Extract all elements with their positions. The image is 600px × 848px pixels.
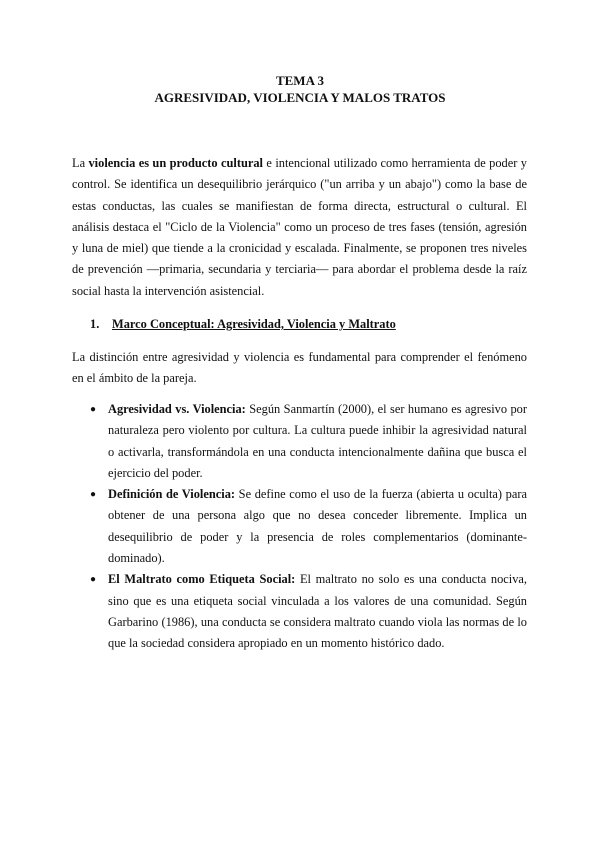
- list-item: [72, 484, 527, 569]
- section-number: 1.: [90, 317, 100, 331]
- bullet-icon: ●: [90, 404, 97, 415]
- topic-number: TEMA 3: [275, 73, 325, 88]
- intro-rest: e intencional utilizado como herramienta de poder y control. Se identifica un desequilibrio jerárquico ("un arriba y un abajo") como la base de estas conductas, las cuales se manifiestan de forma directa, estructural o cultural. El análisis destaca el "Ciclo de la Violencia" como un proceso de tres fases (tensión, agresión y luna de miel) que tiende a la cronicidad y escalada. Finalmente, se proponen tres niveles de prevención —primaria, secundaria y terciaria— para abordar el problema desde la raíz social hasta la intervención asistencial.: [72, 156, 527, 298]
- section-heading: [90, 315, 396, 333]
- bullet-text: Se define como el uso de la fuerza (abierta u oculta) para obtener de una persona algo que no desea conceder libremente. Implica un desequilibrio de poder y la presencia de roles complementarios (dominante-dominado).: [108, 487, 527, 566]
- bullet-text: El maltrato no solo es una conducta nociva, sino que es una etiqueta social vinculada a los valores de una comunidad. Según Garbarino (1986), una conducta se considera maltrato cuando viola las normas de lo que la sociedad considera apropiado en un momento histórico dado.: [108, 572, 527, 651]
- bullet-list: [72, 399, 527, 655]
- title-block: [0, 72, 600, 106]
- list-item: [72, 569, 527, 654]
- bullet-term: El Maltrato como Etiqueta Social:: [108, 572, 296, 587]
- intro-bold-phrase: violencia es un producto cultural: [88, 156, 263, 170]
- intro-lead: La: [72, 156, 89, 170]
- intro-paragraph: [72, 153, 527, 302]
- bullet-term: Definición de Violencia:: [108, 487, 236, 502]
- section-intro-paragraph: La distinción entre agresividad y violencia es fundamental para comprender el fenómeno en el ámbito de la pareja.: [72, 350, 527, 386]
- bullet-term: Agresividad vs. Violencia:: [108, 402, 246, 416]
- section-title: Marco Conceptual: Agresividad, Violencia y Maltrato: [112, 317, 396, 331]
- document-title: AGRESIVIDAD, VIOLENCIA Y MALOS TRATOS: [154, 90, 446, 105]
- bullet-icon: ●: [90, 574, 97, 586]
- list-item: [72, 399, 527, 484]
- bullet-icon: ●: [90, 489, 97, 501]
- bullet-text: Según Sanmartín (2000), el ser humano es agresivo por naturaleza pero violento por cultura. La cultura puede inhibir la agresividad natural o activarla, transformándola en una conducta intencionalmente dañina que busca el ejercicio del poder.: [108, 402, 527, 480]
